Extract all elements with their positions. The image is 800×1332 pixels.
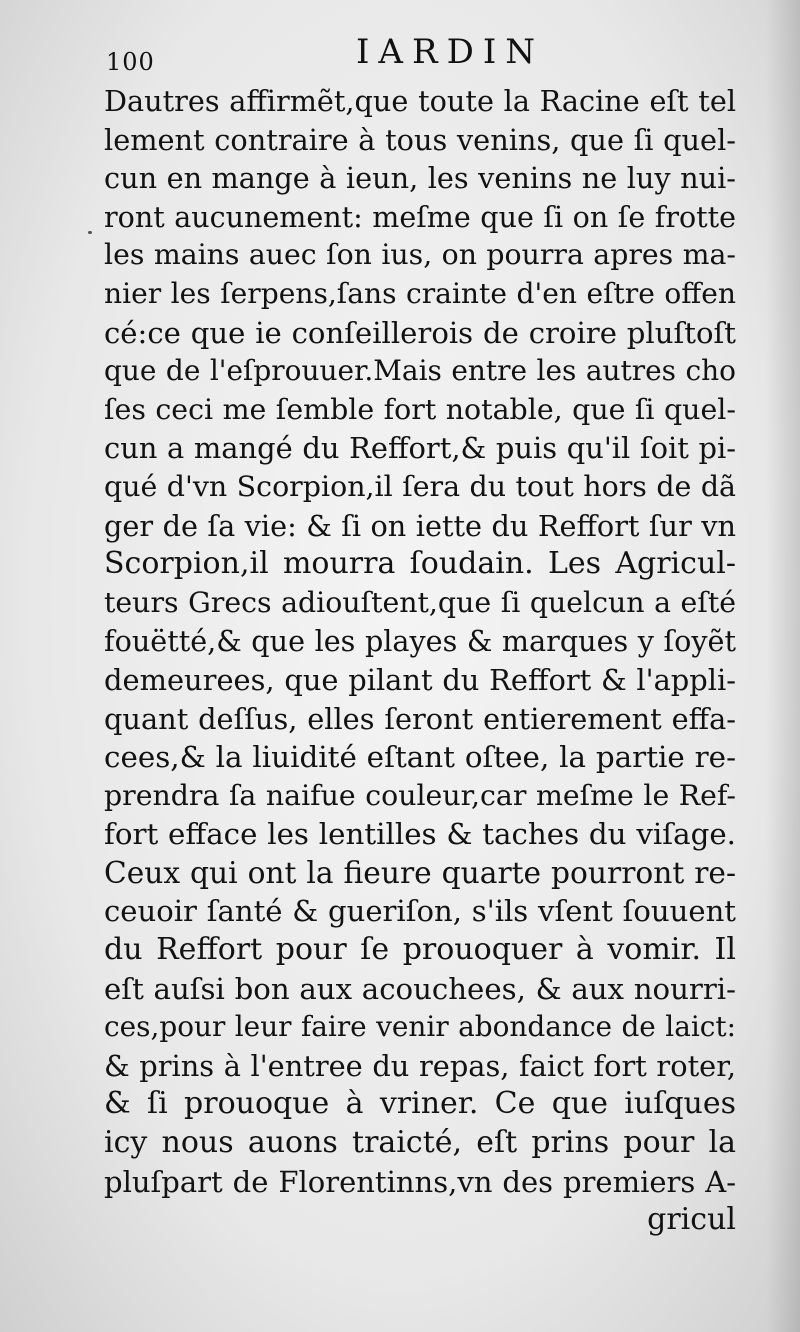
text-line: ſes ceci me ſemble fort notable, que ſi quel- (104, 392, 736, 426)
text-line: ceuoir ſanté & gueriſon, s'ils vſent ſouuent (104, 894, 736, 929)
text-line: les mains auec ſon ius, on pourra apres ma- (104, 238, 736, 272)
text-line: ger de ſa vie: & ſi on iette du Reffort ſur vn (104, 508, 736, 543)
text-line: du Reffort pour ſe prouoquer à vomir. Il (104, 932, 736, 968)
text-line: lement contraire à tous venins, que ſi quel- (104, 122, 736, 157)
catchword: gricul (647, 1202, 736, 1238)
text-line: demeurees, que pilant du Reffort & l'appli- (104, 662, 736, 697)
text-line: prendra ſa naifue couleur,car meſme le Ref- (104, 778, 736, 812)
ink-speck (88, 231, 92, 234)
text-line: quant deſſus, elles ſeront entierement effa- (104, 701, 736, 736)
text-line: fouëtté,& que les playes & marques y ſoyẽt (104, 624, 736, 659)
text-line: fort efface les lentilles & taches du viſage. (104, 817, 736, 852)
text-line: nier les ſerpens,ſans crainte d'en eſtre offen (104, 276, 736, 310)
text-line: Dautres affirmẽt,que toute la Racine eſt tel (104, 84, 736, 118)
text-line: qué d'vn Scorpion,il ſera du tout hors de dã (104, 469, 736, 503)
page-number: 100 (106, 48, 155, 76)
text-line: & prins à l'entree du repas, faict fort roter, (104, 1048, 736, 1083)
text-line: icy nous auons traicté, eſt prins pour la (104, 1125, 736, 1161)
page-header (106, 30, 766, 80)
page-edge-shadow (766, 0, 800, 1332)
text-line: cun a mangé du Reffort,& puis qu'il ſoit pi- (104, 431, 736, 466)
text-line: eſt auſsi bon aux acouchees, & aux nourri- (104, 971, 736, 1006)
text-line: teurs Grecs adiouſtent,que ſi quelcun a eſté (104, 585, 736, 619)
text-line: que de l'eſprouuer.Mais entre les autres cho (104, 354, 736, 388)
text-line: ront aucunement: meſme que ſi on ſe frotte (104, 199, 736, 234)
text-line: ces,pour leur faire venir abondance de laict: (104, 1010, 736, 1044)
text-line: cees,& la liuidité eſtant oſtee, la partie re- (104, 740, 736, 775)
text-line: pluſpart de Florentinns,vn des premiers A- (104, 1164, 736, 1199)
text-line: cé:ce que ie conſeillerois de croire pluſtoſt (104, 315, 736, 350)
text-line: Ceux qui ont la fieure quarte pourront re- (104, 854, 736, 890)
text-line: Scorpion,il mourra ſoudain. Les Agricul- (104, 546, 736, 582)
text-line: cun en mange à ieun, les venins ne luy nui- (104, 161, 736, 196)
body-text (104, 82, 736, 1240)
text-line: & ſi prouoque à vriner. Ce que iuſques (104, 1086, 736, 1122)
running-head: IARDIN (356, 32, 545, 72)
